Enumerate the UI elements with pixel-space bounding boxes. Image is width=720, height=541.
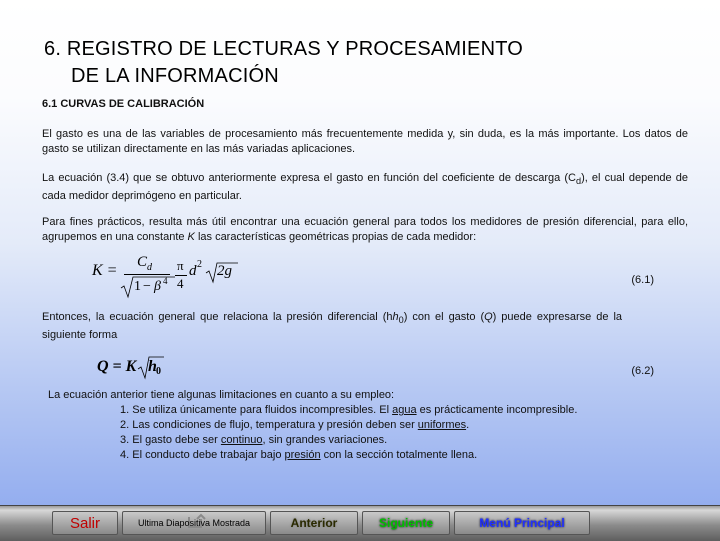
eq1-pi: π (177, 258, 184, 273)
list-item (48, 433, 577, 448)
list-item-text-b: . (466, 419, 470, 431)
paragraph-4-q: Q (484, 311, 493, 323)
link-presion[interactable]: presión (284, 449, 321, 461)
list-item (48, 448, 577, 463)
eq1-lhs: K = (92, 262, 118, 279)
eq1-two-g: 2g (217, 263, 232, 279)
page-title (44, 36, 523, 90)
paragraph-3-k: K (187, 231, 195, 243)
previous-button-label: Anterior (290, 516, 338, 530)
paragraph-2-text-a: La ecuación (3.4) que se obtuvo anteriormente expresa el gasto en función del coeficiente de descarga (C (42, 172, 576, 184)
paragraph-4 (42, 310, 622, 343)
paragraph-1: El gasto es una de las variables de procesamiento más frecuentemente medida y, sin duda, es la más importante. Los datos de gasto se utilizan directamente en las más variadas aplicaciones. (42, 128, 688, 155)
paragraph-2-subscript: d (576, 176, 582, 187)
limitations-intro: La ecuación anterior tiene algunas limitaciones en cuanto a su empleo: (48, 389, 395, 401)
link-continuo[interactable]: continuo (220, 434, 263, 446)
list-item-text-a: 2. Las condiciones de flujo, temperatura y presión deben ser (120, 419, 418, 431)
paragraph-3 (42, 215, 688, 245)
list-item-text-b: , sin grandes variaciones. (262, 434, 388, 446)
list-item-text-a: 4. El conducto debe trabajar bajo (120, 449, 285, 461)
last-slide-button-label: Ultima Diapositiva Mostrada (137, 518, 251, 528)
eq1-den-exp: 4 (163, 276, 168, 286)
previous-button[interactable] (270, 511, 358, 535)
paragraph-4-h: h (392, 311, 399, 323)
section-subtitle: 6.1 CURVAS DE CALIBRACIÓN (42, 98, 205, 110)
title-line-1: 6. REGISTRO DE LECTURAS Y PROCESAMIENTO (44, 38, 524, 60)
last-slide-button[interactable] (122, 511, 266, 535)
title-line-2: DE LA INFORMACIÓN (71, 65, 279, 87)
eq1-den-one: 1 (134, 279, 141, 294)
eq1-fraction-bar (124, 274, 170, 275)
paragraph-3-text-a: Para fines prácticos, resulta más útil encontrar una ecuación general para todos los medidores de presión diferencial, para ello, agrupemos en una constante (42, 216, 688, 243)
exit-button-label: Salir (69, 514, 100, 532)
link-uniformes[interactable]: uniformes (417, 419, 467, 431)
next-button-label: Siguiente (378, 516, 433, 530)
paragraph-4-text-a: Entonces, la ecuación general que relaciona la presión diferencial (h (42, 311, 393, 323)
list-item-text-a: 1. Se utiliza únicamente para fluidos incompresibles. El (120, 404, 393, 416)
list-item-text-b: con la sección totalmente llena. (320, 449, 478, 461)
equation-number-6-1: (6.1) (631, 274, 654, 286)
list-item (48, 403, 577, 418)
eq1-four: 4 (177, 276, 184, 291)
paragraph-4-text-c: ) puede expresarse de la siguiente forma (42, 311, 623, 342)
main-menu-button[interactable] (454, 511, 590, 535)
paragraph-3-text-b: las características geométricas propias de cada medidor: (194, 231, 477, 243)
paragraph-2-text-b: ), el cual depende de cada medidor deprimógeno en particular. (42, 172, 689, 203)
eq1-den-beta: β (154, 279, 161, 294)
navigation-bar (0, 505, 720, 541)
main-menu-button-label: Menú Principal (479, 516, 565, 530)
eq1-cd: C (137, 254, 148, 270)
eq1-den-minus: − (143, 279, 151, 294)
exit-button[interactable] (52, 511, 118, 535)
eq1-d-exp: 2 (197, 259, 202, 270)
paragraph-4-subscript: 0 (398, 315, 404, 326)
list-item-text-b: es prácticamente incompresible. (416, 404, 578, 416)
eq2-h-sub: 0 (156, 366, 161, 377)
list-item-text-a: 3. El gasto debe ser (120, 434, 221, 446)
eq1-numerator (137, 254, 152, 273)
paragraph-2 (42, 171, 688, 204)
eq2-h: h (148, 358, 157, 375)
paragraph-4-text-b: ) con el gasto ( (403, 311, 485, 323)
limitations-list (48, 388, 577, 463)
next-button[interactable] (362, 511, 450, 535)
eq1-cd-sub: d (147, 262, 153, 273)
eq2-lhs: Q = K (97, 358, 137, 375)
equation-number-6-2: (6.2) (631, 365, 654, 377)
list-item (48, 418, 577, 433)
eq1-d: d (189, 263, 197, 279)
link-agua[interactable]: agua (392, 404, 417, 416)
